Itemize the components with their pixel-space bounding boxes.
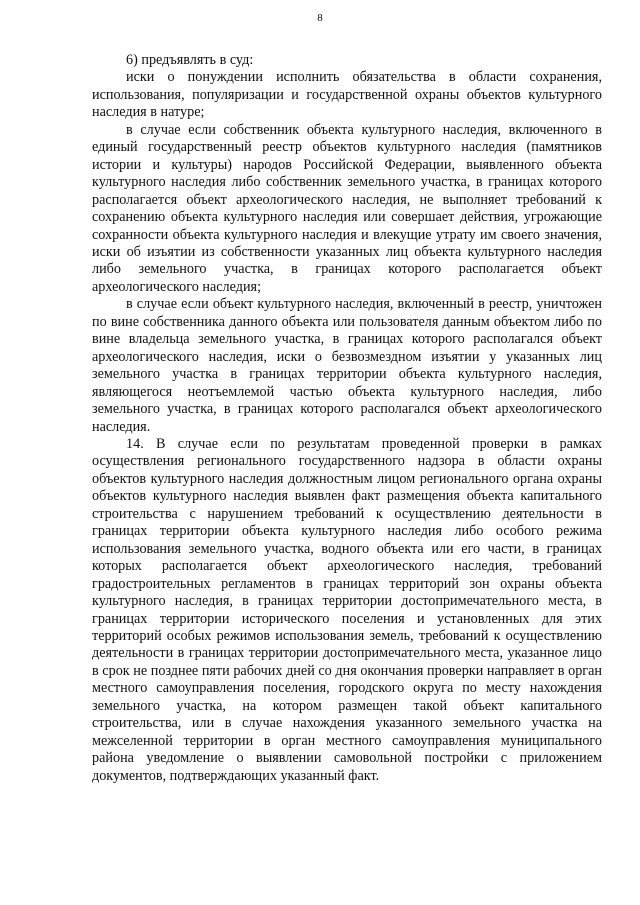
- paragraph-6-heading: 6) предъявлять в суд:: [126, 52, 254, 68]
- paragraph-claims-obligations: иски о понуждении исполнить обязательства в области сохранения, использования, популяризации и государственной охраны объектов культурного наследия в натуре;: [92, 69, 602, 121]
- paragraph-claims-seizure: в случае если собственник объекта культурного наследия, включенного в единый государственный реестр объектов культурного наследия (памятников истории и культуры) народов Российской Федерации, выявленного объекта культурного наследия либо собственник земельного участка, в границах которого располагается объект археологического наследия, не выполняет требований к сохранению объекта культурного наследия или совершает действия, угрожающие сохранности объекта культурного наследия и влекущие утрату им своего значения, иски об изъятии из собственности указанных лиц объекта культурного наследия либо земельного участка, в границах которого располагается объект археологического наследия;: [92, 121, 602, 295]
- page-number: 8: [317, 12, 323, 24]
- document-body: [92, 52, 602, 785]
- paragraph-claims-destroyed: в случае если объект культурного наследия, включенный в реестр, уничтожен по вине собственника данного объекта или пользователя данным объектом либо по вине владельца земельного участка, в границах которого располагался объект археологического наследия, иски о безвозмездном изъятии у указанных лиц земельного участка в границах территории объекта культурного наследия, являющегося неотъемлемой частью объекта культурного наследия, либо земельного участка, в границах которого располагался объект археологического наследия.: [92, 296, 602, 435]
- paragraph-14: 14. В случае если по результатам проведенной проверки в рамках осуществления регионального государственного надзора в области охраны объектов культурного наследия должностным лицом регионального органа охраны объектов культурного наследия выявлен факт размещения объекта капитального строительства с нарушением требований к осуществлению деятельности в границах территории объекта культурного наследия либо особого режима использования земельного участка, водного объекта или его части, в границах которых располагается объект археологического наследия, требований градостроительных регламентов в границах территорий зон охраны объекта культурного наследия, в границах территории достопримечательного места, в границах территории исторического поселения и установленных для этих территорий особых режимов использования земель, требований к осуществлению деятельности в границах территории достопримечательного места, указанное лицо в срок не позднее пяти рабочих дней со дня окончания проверки направляет в орган местного самоуправления поселения, городского округа по месту нахождения земельного участка, на котором размещен такой объект капитального строительства, или в случае нахождения указанного земельного участка на межселенной территории в орган местного самоуправления муниципального района уведомление о выявлении самовольной постройки с приложением документов, подтверждающих указанный факт.: [92, 435, 602, 784]
